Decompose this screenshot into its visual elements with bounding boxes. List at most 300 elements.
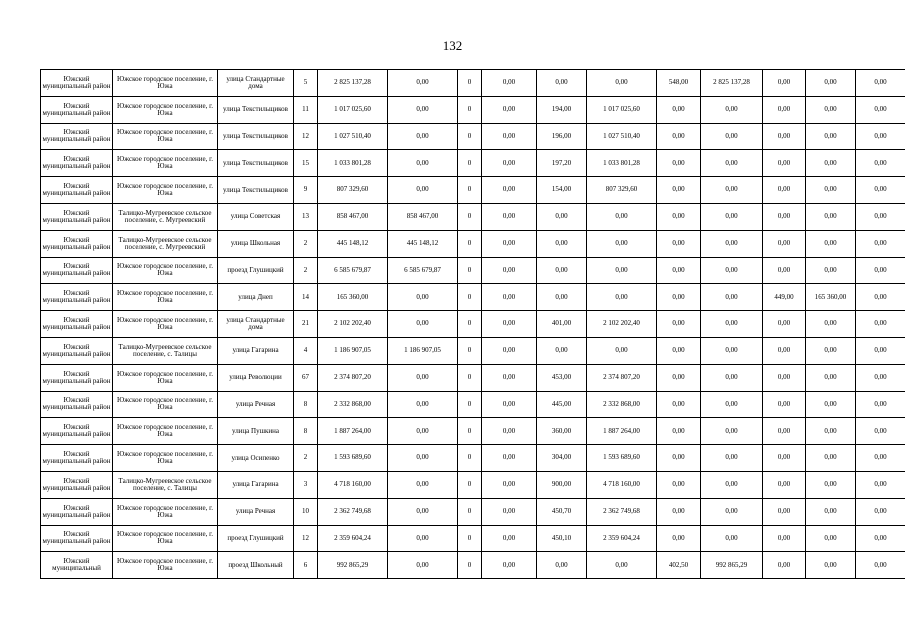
cell-cost-item-2: 0,00: [482, 123, 537, 150]
cell-total-cost: 2 374 807,20: [318, 364, 388, 391]
table-row: [41, 552, 905, 579]
cell-cost-item-2: 0,00: [482, 471, 537, 498]
cell-area-3: 0,00: [537, 284, 587, 311]
cell-area-3: 450,10: [537, 525, 587, 552]
cell-district: Южский муниципальный район: [41, 96, 113, 123]
cell-cost-item-1: 0,00: [388, 177, 458, 204]
cell-cost-item-2: 0,00: [482, 257, 537, 284]
cell-area-5: 0,00: [763, 391, 806, 418]
cell-district: Южский муниципальный: [41, 552, 113, 579]
cell-area-5: 0,00: [763, 123, 806, 150]
cell-settlement: Южское городское поселение, г. Южа: [113, 177, 218, 204]
cell-cost-item-1: 0,00: [388, 552, 458, 579]
cell-cost-item-3: 2 374 807,20: [587, 364, 657, 391]
cell-cost-item-4: 0,00: [701, 337, 763, 364]
cell-cost-item-4: 0,00: [701, 391, 763, 418]
cell-cost-item-2: 0,00: [482, 552, 537, 579]
cell-area-4: 0,00: [657, 418, 701, 445]
cell-cost-item-3: 2 332 868,00: [587, 391, 657, 418]
cell-settlement: Южское городское поселение, г. Южа: [113, 311, 218, 338]
cell-settlement: Южское городское поселение, г. Южа: [113, 445, 218, 472]
cell-cost-item-3: 0,00: [587, 70, 657, 97]
cell-area-3: 900,00: [537, 471, 587, 498]
cell-street: проезд Школьный: [218, 552, 294, 579]
cell-cost-item-6: 0,00: [856, 498, 905, 525]
cell-cost-item-1: 1 186 907,05: [388, 337, 458, 364]
cell-cost-item-4: 0,00: [701, 203, 763, 230]
cell-cost-item-1: 6 585 679,87: [388, 257, 458, 284]
cell-street: улица Гагарина: [218, 337, 294, 364]
cell-total-cost: 1 033 801,28: [318, 150, 388, 177]
cell-cost-item-2: 0,00: [482, 203, 537, 230]
table-row: [41, 70, 905, 97]
cell-cost-item-5: 0,00: [806, 391, 856, 418]
cell-area-5: 0,00: [763, 418, 806, 445]
cell-street: улица Осипенко: [218, 445, 294, 472]
cell-total-cost: 807 329,60: [318, 177, 388, 204]
cell-street: улица Текстильщиков: [218, 96, 294, 123]
cell-cost-item-4: 0,00: [701, 364, 763, 391]
cell-settlement: Южское городское поселение, г. Южа: [113, 525, 218, 552]
cell-district: Южский муниципальный район: [41, 445, 113, 472]
cell-house-number: 12: [294, 525, 318, 552]
cell-area-5: 0,00: [763, 230, 806, 257]
cell-total-cost: 165 360,00: [318, 284, 388, 311]
cell-district: Южский муниципальный район: [41, 123, 113, 150]
table-body: [41, 70, 905, 579]
cell-street: улица Текстильщиков: [218, 150, 294, 177]
cell-cost-item-2: 0,00: [482, 364, 537, 391]
cell-total-cost: 2 359 604,24: [318, 525, 388, 552]
cell-cost-item-4: 0,00: [701, 96, 763, 123]
cell-cost-item-5: 0,00: [806, 177, 856, 204]
cell-cost-item-6: 0,00: [856, 284, 905, 311]
cell-house-number: 2: [294, 445, 318, 472]
cell-cost-item-3: 0,00: [587, 257, 657, 284]
cell-area-4: 0,00: [657, 257, 701, 284]
cell-total-cost: 858 467,00: [318, 203, 388, 230]
cell-house-number: 6: [294, 552, 318, 579]
cell-area-5: 0,00: [763, 445, 806, 472]
cell-cost-item-2: 0,00: [482, 230, 537, 257]
cell-cost-item-4: 0,00: [701, 150, 763, 177]
cell-cost-item-1: 0,00: [388, 311, 458, 338]
cell-district: Южский муниципальный район: [41, 525, 113, 552]
cell-house-number: 9: [294, 177, 318, 204]
cell-area-5: 0,00: [763, 525, 806, 552]
cell-total-cost: 1 017 025,60: [318, 96, 388, 123]
cell-cost-item-5: 165 360,00: [806, 284, 856, 311]
cell-cost-item-2: 0,00: [482, 96, 537, 123]
cell-area-4: 0,00: [657, 96, 701, 123]
cell-cost-item-6: 0,00: [856, 391, 905, 418]
table-row: [41, 498, 905, 525]
cell-cost-item-4: 992 865,29: [701, 552, 763, 579]
cell-district: Южский муниципальный район: [41, 70, 113, 97]
cell-area-3: 0,00: [537, 337, 587, 364]
cell-house-number: 3: [294, 471, 318, 498]
cell-total-cost: 2 825 137,28: [318, 70, 388, 97]
cell-cost-item-1: 0,00: [388, 364, 458, 391]
cell-cost-item-3: 0,00: [587, 203, 657, 230]
cell-total-cost: 2 362 749,68: [318, 498, 388, 525]
cell-cost-item-2: 0,00: [482, 337, 537, 364]
cell-area-4: 0,00: [657, 364, 701, 391]
cell-cost-item-3: 0,00: [587, 552, 657, 579]
cell-area-5: 0,00: [763, 96, 806, 123]
cell-area-4: 548,00: [657, 70, 701, 97]
cell-cost-item-3: 1 887 264,00: [587, 418, 657, 445]
cell-area-5: 0,00: [763, 552, 806, 579]
cell-cost-item-1: 0,00: [388, 284, 458, 311]
table-row: [41, 525, 905, 552]
cell-area-4: 0,00: [657, 337, 701, 364]
cell-cost-item-2: 0,00: [482, 311, 537, 338]
cell-area-5: 0,00: [763, 498, 806, 525]
cell-settlement: Южское городское поселение, г. Южа: [113, 123, 218, 150]
cell-area-3: 453,00: [537, 364, 587, 391]
cell-cost-item-3: 0,00: [587, 337, 657, 364]
cell-settlement: Талицко-Мугреевское сельское поселение, с. Мугреевский: [113, 230, 218, 257]
cell-area-3: 194,00: [537, 96, 587, 123]
cell-cost-item-1: 0,00: [388, 498, 458, 525]
cell-settlement: Талицко-Мугреевское сельское поселение, с. Талицы: [113, 471, 218, 498]
cell-area-3: 0,00: [537, 70, 587, 97]
cell-area-4: 0,00: [657, 471, 701, 498]
cell-house-number: 13: [294, 203, 318, 230]
cell-cost-item-6: 0,00: [856, 96, 905, 123]
cell-total-cost: 1 887 264,00: [318, 418, 388, 445]
cell-cost-item-6: 0,00: [856, 471, 905, 498]
cell-cost-item-5: 0,00: [806, 311, 856, 338]
cell-cost-item-3: 1 017 025,60: [587, 96, 657, 123]
cell-cost-item-6: 0,00: [856, 445, 905, 472]
cell-district: Южский муниципальный район: [41, 311, 113, 338]
cell-cost-item-5: 0,00: [806, 123, 856, 150]
cell-house-number: 8: [294, 418, 318, 445]
cell-cost-item-5: 0,00: [806, 418, 856, 445]
cell-settlement: Южское городское поселение, г. Южа: [113, 150, 218, 177]
cell-house-number: 15: [294, 150, 318, 177]
cell-district: Южский муниципальный район: [41, 364, 113, 391]
table-row: [41, 177, 905, 204]
cell-settlement: Талицко-Мугреевское сельское поселение, с. Талицы: [113, 337, 218, 364]
cell-settlement: Южское городское поселение, г. Южа: [113, 70, 218, 97]
cell-cost-item-6: 0,00: [856, 552, 905, 579]
cell-area-3: 196,00: [537, 123, 587, 150]
cell-count-1: 0: [458, 123, 482, 150]
cell-count-1: 0: [458, 284, 482, 311]
cell-area-5: 0,00: [763, 177, 806, 204]
cell-cost-item-6: 0,00: [856, 70, 905, 97]
cell-area-3: 0,00: [537, 230, 587, 257]
cell-count-1: 0: [458, 445, 482, 472]
cell-area-3: 445,00: [537, 391, 587, 418]
cell-cost-item-6: 0,00: [856, 123, 905, 150]
cell-area-5: 0,00: [763, 257, 806, 284]
cell-area-3: 360,00: [537, 418, 587, 445]
cell-cost-item-3: 2 362 749,68: [587, 498, 657, 525]
table-row: [41, 471, 905, 498]
cell-cost-item-2: 0,00: [482, 177, 537, 204]
cell-total-cost: 1 027 510,40: [318, 123, 388, 150]
cell-area-4: 0,00: [657, 445, 701, 472]
cell-cost-item-5: 0,00: [806, 203, 856, 230]
cell-cost-item-2: 0,00: [482, 445, 537, 472]
cell-cost-item-5: 0,00: [806, 337, 856, 364]
cell-cost-item-3: 0,00: [587, 230, 657, 257]
cell-district: Южский муниципальный район: [41, 418, 113, 445]
cell-settlement: Южское городское поселение, г. Южа: [113, 257, 218, 284]
cell-area-4: 0,00: [657, 525, 701, 552]
cell-count-1: 0: [458, 96, 482, 123]
cell-district: Южский муниципальный район: [41, 177, 113, 204]
table-row: [41, 123, 905, 150]
cell-area-4: 402,50: [657, 552, 701, 579]
cell-cost-item-3: 4 718 160,00: [587, 471, 657, 498]
cell-cost-item-4: 0,00: [701, 525, 763, 552]
cell-cost-item-6: 0,00: [856, 311, 905, 338]
cell-area-3: 304,00: [537, 445, 587, 472]
cell-house-number: 14: [294, 284, 318, 311]
cell-total-cost: 2 332 868,00: [318, 391, 388, 418]
cell-cost-item-1: 0,00: [388, 123, 458, 150]
cell-cost-item-6: 0,00: [856, 418, 905, 445]
cell-count-1: 0: [458, 391, 482, 418]
cell-cost-item-3: 1 033 801,28: [587, 150, 657, 177]
cell-cost-item-1: 0,00: [388, 70, 458, 97]
cell-cost-item-5: 0,00: [806, 498, 856, 525]
cell-street: улица Днеп: [218, 284, 294, 311]
cell-area-3: 197,20: [537, 150, 587, 177]
cell-cost-item-6: 0,00: [856, 230, 905, 257]
cell-district: Южский муниципальный район: [41, 257, 113, 284]
cell-cost-item-2: 0,00: [482, 150, 537, 177]
cell-area-4: 0,00: [657, 391, 701, 418]
cell-cost-item-5: 0,00: [806, 471, 856, 498]
cell-cost-item-1: 445 148,12: [388, 230, 458, 257]
cell-district: Южский муниципальный район: [41, 337, 113, 364]
cell-settlement: Южское городское поселение, г. Южа: [113, 96, 218, 123]
cell-cost-item-3: 1 593 689,60: [587, 445, 657, 472]
cell-cost-item-1: 0,00: [388, 471, 458, 498]
cell-area-4: 0,00: [657, 230, 701, 257]
cell-count-1: 0: [458, 177, 482, 204]
cell-cost-item-4: 0,00: [701, 284, 763, 311]
table-row: [41, 418, 905, 445]
cell-street: улица Речная: [218, 391, 294, 418]
cell-street: улица Советская: [218, 203, 294, 230]
cell-cost-item-4: 0,00: [701, 471, 763, 498]
cell-area-4: 0,00: [657, 123, 701, 150]
cell-cost-item-5: 0,00: [806, 230, 856, 257]
cell-district: Южский муниципальный район: [41, 391, 113, 418]
cell-cost-item-6: 0,00: [856, 337, 905, 364]
cell-count-1: 0: [458, 418, 482, 445]
cell-cost-item-5: 0,00: [806, 552, 856, 579]
cell-district: Южский муниципальный район: [41, 498, 113, 525]
cell-cost-item-5: 0,00: [806, 364, 856, 391]
cell-area-4: 0,00: [657, 498, 701, 525]
table-row: [41, 150, 905, 177]
cell-street: улица Текстильщиков: [218, 123, 294, 150]
table-row: [41, 364, 905, 391]
cell-area-3: 0,00: [537, 552, 587, 579]
cell-count-1: 0: [458, 203, 482, 230]
cell-cost-item-3: 0,00: [587, 284, 657, 311]
table-row: [41, 391, 905, 418]
cell-cost-item-1: 0,00: [388, 445, 458, 472]
cell-cost-item-5: 0,00: [806, 257, 856, 284]
cell-cost-item-2: 0,00: [482, 498, 537, 525]
cell-cost-item-4: 0,00: [701, 311, 763, 338]
cell-house-number: 2: [294, 257, 318, 284]
cell-count-1: 0: [458, 552, 482, 579]
cell-settlement: Южское городское поселение, г. Южа: [113, 284, 218, 311]
cell-house-number: 67: [294, 364, 318, 391]
cell-street: улица Школьная: [218, 230, 294, 257]
cell-total-cost: 1 593 689,60: [318, 445, 388, 472]
cell-street: улица Стандартные дома: [218, 311, 294, 338]
cell-area-4: 0,00: [657, 311, 701, 338]
cell-cost-item-6: 0,00: [856, 525, 905, 552]
cell-cost-item-5: 0,00: [806, 96, 856, 123]
cell-cost-item-4: 0,00: [701, 230, 763, 257]
cell-street: улица Речная: [218, 498, 294, 525]
cell-district: Южский муниципальный район: [41, 203, 113, 230]
table-row: [41, 284, 905, 311]
cell-district: Южский муниципальный район: [41, 230, 113, 257]
cell-area-4: 0,00: [657, 177, 701, 204]
table-row: [41, 337, 905, 364]
cell-cost-item-6: 0,00: [856, 177, 905, 204]
cell-cost-item-4: 0,00: [701, 123, 763, 150]
cell-area-3: 401,00: [537, 311, 587, 338]
cell-settlement: Южское городское поселение, г. Южа: [113, 418, 218, 445]
capital-repair-table: [40, 69, 905, 579]
cell-cost-item-2: 0,00: [482, 70, 537, 97]
page-number: 132: [442, 38, 463, 53]
cell-cost-item-3: 807 329,60: [587, 177, 657, 204]
table-row: [41, 257, 905, 284]
cell-count-1: 0: [458, 471, 482, 498]
cell-area-5: 0,00: [763, 150, 806, 177]
cell-district: Южский муниципальный район: [41, 284, 113, 311]
cell-house-number: 21: [294, 311, 318, 338]
cell-cost-item-5: 0,00: [806, 525, 856, 552]
cell-count-1: 0: [458, 364, 482, 391]
cell-total-cost: 6 585 679,87: [318, 257, 388, 284]
cell-count-1: 0: [458, 498, 482, 525]
cell-area-5: 0,00: [763, 203, 806, 230]
cell-count-1: 0: [458, 150, 482, 177]
cell-street: проезд Глушицкий: [218, 525, 294, 552]
cell-area-4: 0,00: [657, 150, 701, 177]
cell-cost-item-4: 0,00: [701, 177, 763, 204]
cell-cost-item-3: 1 027 510,40: [587, 123, 657, 150]
cell-count-1: 0: [458, 337, 482, 364]
cell-cost-item-1: 0,00: [388, 150, 458, 177]
cell-total-cost: 1 186 907,05: [318, 337, 388, 364]
cell-street: улица Стандартные дома: [218, 70, 294, 97]
table-row: [41, 96, 905, 123]
cell-district: Южский муниципальный район: [41, 150, 113, 177]
cell-cost-item-1: 0,00: [388, 391, 458, 418]
cell-cost-item-3: 2 359 604,24: [587, 525, 657, 552]
cell-total-cost: 2 102 202,40: [318, 311, 388, 338]
cell-street: улица Гагарина: [218, 471, 294, 498]
cell-settlement: Талицко-Мугреевское сельское поселение, с. Мугреевский: [113, 203, 218, 230]
cell-cost-item-2: 0,00: [482, 284, 537, 311]
cell-cost-item-1: 858 467,00: [388, 203, 458, 230]
cell-house-number: 12: [294, 123, 318, 150]
cell-cost-item-3: 2 102 202,40: [587, 311, 657, 338]
cell-area-5: 449,00: [763, 284, 806, 311]
cell-house-number: 8: [294, 391, 318, 418]
table-row: [41, 311, 905, 338]
cell-street: улица Текстильщиков: [218, 177, 294, 204]
cell-cost-item-4: 2 825 137,28: [701, 70, 763, 97]
cell-total-cost: 992 865,29: [318, 552, 388, 579]
cell-total-cost: 4 718 160,00: [318, 471, 388, 498]
cell-cost-item-5: 0,00: [806, 445, 856, 472]
cell-house-number: 10: [294, 498, 318, 525]
cell-area-5: 0,00: [763, 337, 806, 364]
cell-cost-item-6: 0,00: [856, 203, 905, 230]
cell-settlement: Южское городское поселение, г. Южа: [113, 364, 218, 391]
cell-cost-item-1: 0,00: [388, 96, 458, 123]
cell-cost-item-2: 0,00: [482, 391, 537, 418]
cell-cost-item-4: 0,00: [701, 257, 763, 284]
cell-street: проезд Глушицкий: [218, 257, 294, 284]
cell-cost-item-2: 0,00: [482, 525, 537, 552]
cell-cost-item-1: 0,00: [388, 418, 458, 445]
cell-cost-item-4: 0,00: [701, 498, 763, 525]
cell-area-3: 154,00: [537, 177, 587, 204]
cell-area-5: 0,00: [763, 364, 806, 391]
cell-area-3: 0,00: [537, 203, 587, 230]
cell-area-5: 0,00: [763, 70, 806, 97]
cell-area-4: 0,00: [657, 284, 701, 311]
cell-cost-item-6: 0,00: [856, 257, 905, 284]
cell-cost-item-4: 0,00: [701, 418, 763, 445]
cell-cost-item-4: 0,00: [701, 445, 763, 472]
cell-total-cost: 445 148,12: [318, 230, 388, 257]
cell-settlement: Южское городское поселение, г. Южа: [113, 391, 218, 418]
cell-area-4: 0,00: [657, 203, 701, 230]
cell-settlement: Южское городское поселение, г. Южа: [113, 552, 218, 579]
cell-count-1: 0: [458, 311, 482, 338]
cell-settlement: Южское городское поселение, г. Южа: [113, 498, 218, 525]
cell-cost-item-6: 0,00: [856, 150, 905, 177]
cell-street: улица Революции: [218, 364, 294, 391]
cell-house-number: 11: [294, 96, 318, 123]
table-row: [41, 230, 905, 257]
cell-cost-item-1: 0,00: [388, 525, 458, 552]
cell-count-1: 0: [458, 525, 482, 552]
table-row: [41, 203, 905, 230]
cell-house-number: 2: [294, 230, 318, 257]
cell-district: Южский муниципальный район: [41, 471, 113, 498]
cell-count-1: 0: [458, 230, 482, 257]
cell-house-number: 5: [294, 70, 318, 97]
cell-house-number: 4: [294, 337, 318, 364]
cell-cost-item-2: 0,00: [482, 418, 537, 445]
cell-area-5: 0,00: [763, 311, 806, 338]
cell-cost-item-5: 0,00: [806, 150, 856, 177]
cell-area-3: 450,70: [537, 498, 587, 525]
cell-count-1: 0: [458, 257, 482, 284]
